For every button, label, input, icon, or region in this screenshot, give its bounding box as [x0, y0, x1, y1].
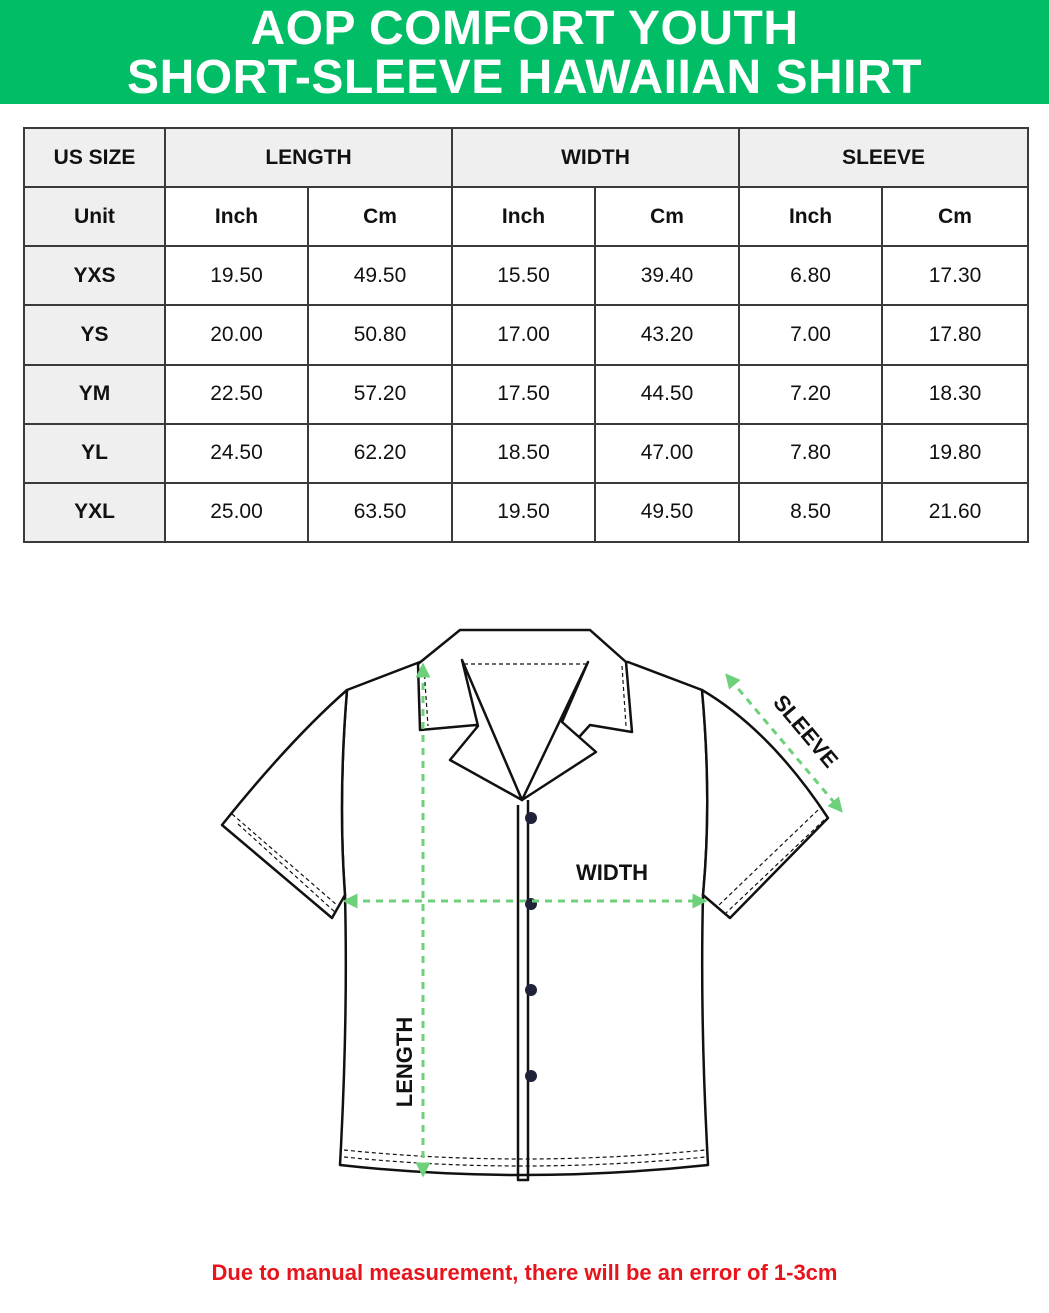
- measurement-cell: 6.80: [739, 246, 882, 305]
- measurement-cell: 17.30: [882, 246, 1028, 305]
- measurement-cell: 49.50: [595, 483, 739, 542]
- group-header-row: [24, 128, 1028, 187]
- sleeve-header: SLEEVE: [739, 128, 1028, 187]
- measurement-cell: 50.80: [308, 305, 452, 364]
- measurement-cell: 63.50: [308, 483, 452, 542]
- unit-cell: Inch: [165, 187, 308, 246]
- measurement-cell: 19.80: [882, 424, 1028, 483]
- measurement-cell: 43.20: [595, 305, 739, 364]
- measurement-cell: 39.40: [595, 246, 739, 305]
- unit-cell: Cm: [595, 187, 739, 246]
- measurement-cell: 7.80: [739, 424, 882, 483]
- size-label: YXS: [24, 246, 165, 305]
- measurement-cell: 44.50: [595, 365, 739, 424]
- size-label: YM: [24, 365, 165, 424]
- title-banner: [0, 0, 1049, 104]
- table-row: [24, 305, 1028, 364]
- measurement-cell: 57.20: [308, 365, 452, 424]
- unit-label: Unit: [24, 187, 165, 246]
- size-header: US SIZE: [24, 128, 165, 187]
- measurement-cell: 7.00: [739, 305, 882, 364]
- table-row: [24, 246, 1028, 305]
- size-label: YXL: [24, 483, 165, 542]
- button: [525, 812, 537, 824]
- measurement-cell: 19.50: [165, 246, 308, 305]
- length-header: LENGTH: [165, 128, 452, 187]
- table-row: [24, 483, 1028, 542]
- measurement-cell: 18.30: [882, 365, 1028, 424]
- size-label: YL: [24, 424, 165, 483]
- button: [525, 1070, 537, 1082]
- button: [525, 984, 537, 996]
- unit-cell: Cm: [882, 187, 1028, 246]
- measurement-cell: 15.50: [452, 246, 595, 305]
- title-line-1: AOP COMFORT YOUTH: [250, 2, 799, 55]
- length-label: LENGTH: [392, 1016, 417, 1108]
- measurement-cell: 47.00: [595, 424, 739, 483]
- table-row: [24, 424, 1028, 483]
- measurement-cell: 62.20: [308, 424, 452, 483]
- unit-cell: Cm: [308, 187, 452, 246]
- measurement-cell: 21.60: [882, 483, 1028, 542]
- measurement-cell: 7.20: [739, 365, 882, 424]
- measurement-cell: 18.50: [452, 424, 595, 483]
- shirt-outline: [222, 630, 828, 1180]
- unit-row: [24, 187, 1028, 246]
- left-sleeve: [222, 690, 347, 918]
- measurement-cell: 8.50: [739, 483, 882, 542]
- table-row: [24, 365, 1028, 424]
- measurement-cell: 49.50: [308, 246, 452, 305]
- measurement-cell: 24.50: [165, 424, 308, 483]
- measurement-cell: 25.00: [165, 483, 308, 542]
- size-chart-table: [23, 127, 1029, 543]
- size-label: YS: [24, 305, 165, 364]
- unit-cell: Inch: [739, 187, 882, 246]
- measurement-cell: 19.50: [452, 483, 595, 542]
- title-line-2: SHORT-SLEEVE HAWAIIAN SHIRT: [127, 51, 922, 104]
- measurement-disclaimer: Due to manual measurement, there will be an error of 1-3cm: [211, 1260, 838, 1285]
- measurement-cell: 17.80: [882, 305, 1028, 364]
- measurement-cell: 17.50: [452, 365, 595, 424]
- measurement-cell: 17.00: [452, 305, 595, 364]
- shirt-measurement-diagram: [0, 560, 1049, 1260]
- width-label: WIDTH: [575, 860, 649, 885]
- measurement-cell: 22.50: [165, 365, 308, 424]
- sleeve-label: SLEEVE: [768, 689, 844, 773]
- measurement-cell: 20.00: [165, 305, 308, 364]
- width-header: WIDTH: [452, 128, 739, 187]
- unit-cell: Inch: [452, 187, 595, 246]
